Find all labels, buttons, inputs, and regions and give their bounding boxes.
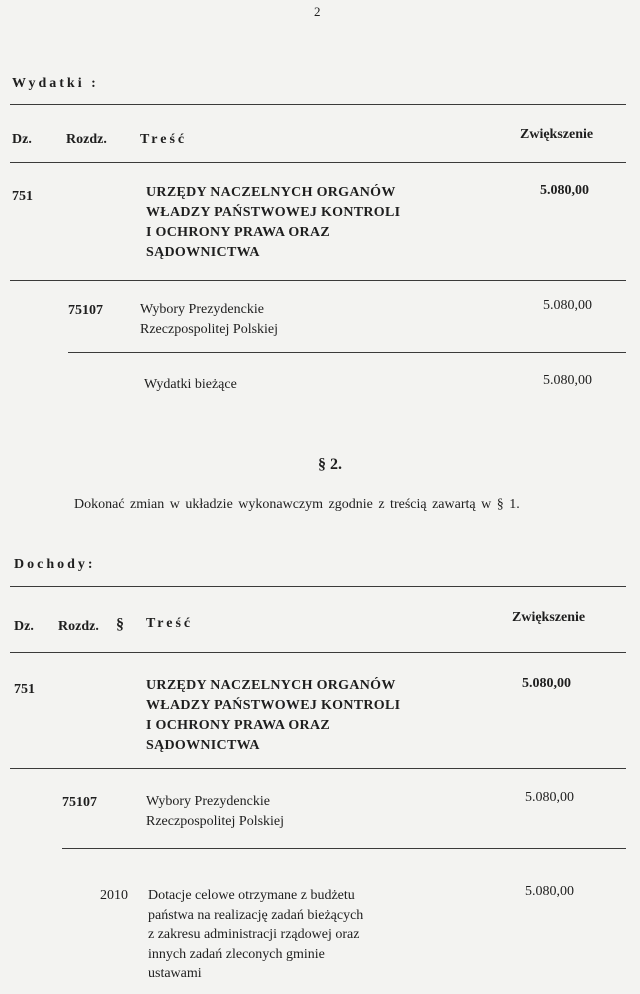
header-paragraf: § <box>116 616 124 633</box>
divider <box>10 652 626 653</box>
dzial-name: URZĘDY NACZELNYCH ORGANÓW WŁADZY PAŃSTWOWEJ KONTROLI I OCHRONY PRAWA ORAZ SĄDOWNICTWA <box>146 185 401 260</box>
paragraph-text: Dokonać zmian w układzie wykonawczym zgodnie z treścią zawartą w § 1. <box>74 497 520 512</box>
divider <box>10 768 626 769</box>
divider <box>10 586 626 587</box>
dzial-number: 751 <box>12 189 33 204</box>
header-dz: Dz. <box>14 619 34 634</box>
dzial-amount: 5.080,00 <box>540 183 589 198</box>
divider <box>10 104 626 105</box>
paragraf-number: 2010 <box>100 888 128 903</box>
page-number: 2 <box>314 4 321 19</box>
dzial-name: URZĘDY NACZELNYCH ORGANÓW WŁADZY PAŃSTWOWEJ KONTROLI I OCHRONY PRAWA ORAZ SĄDOWNICTWA <box>146 678 401 753</box>
rozdzial-amount: 5.080,00 <box>543 298 592 313</box>
rozdzial-number: 75107 <box>62 795 97 810</box>
paragraf-amount: 5.080,00 <box>525 884 574 899</box>
divider <box>10 162 626 163</box>
divider <box>68 352 626 353</box>
divider <box>62 848 626 849</box>
paragraf-name: Dotacje celowe otrzymane z budżetu państwa na realizację zadań bieżących z zakresu administracji rządowej oraz innych zadań zleconych gminie ustawami <box>148 888 364 981</box>
rozdzial-amount: 5.080,00 <box>525 790 574 805</box>
divider <box>10 280 626 281</box>
dzial-amount: 5.080,00 <box>522 676 571 691</box>
rozdzial-name: Wybory Prezydenckie Rzeczpospolitej Polskiej <box>146 794 285 829</box>
header-rozdz: Rozdz. <box>58 619 99 634</box>
paragraph-heading: § 2. <box>318 456 342 473</box>
header-rozdz: Rozdz. <box>66 132 107 147</box>
dzial-number: 751 <box>14 682 35 697</box>
header-tresc: Treść <box>146 616 194 631</box>
rozdzial-name: Wybory Prezydenckie Rzeczpospolitej Polskiej <box>140 302 279 337</box>
header-zwiekszenie: Zwiększenie <box>520 127 594 142</box>
rozdzial-number: 75107 <box>68 303 103 318</box>
wydatki-section-title: Wydatki : <box>12 76 99 91</box>
wydatki-biezace-label: Wydatki bieżące <box>144 377 237 392</box>
header-zwiekszenie: Zwiększenie <box>512 610 586 625</box>
header-dz: Dz. <box>12 132 32 147</box>
header-tresc: Treść <box>140 132 188 147</box>
wydatki-biezace-amount: 5.080,00 <box>543 373 592 388</box>
dochody-section-title: Dochody: <box>14 557 96 572</box>
